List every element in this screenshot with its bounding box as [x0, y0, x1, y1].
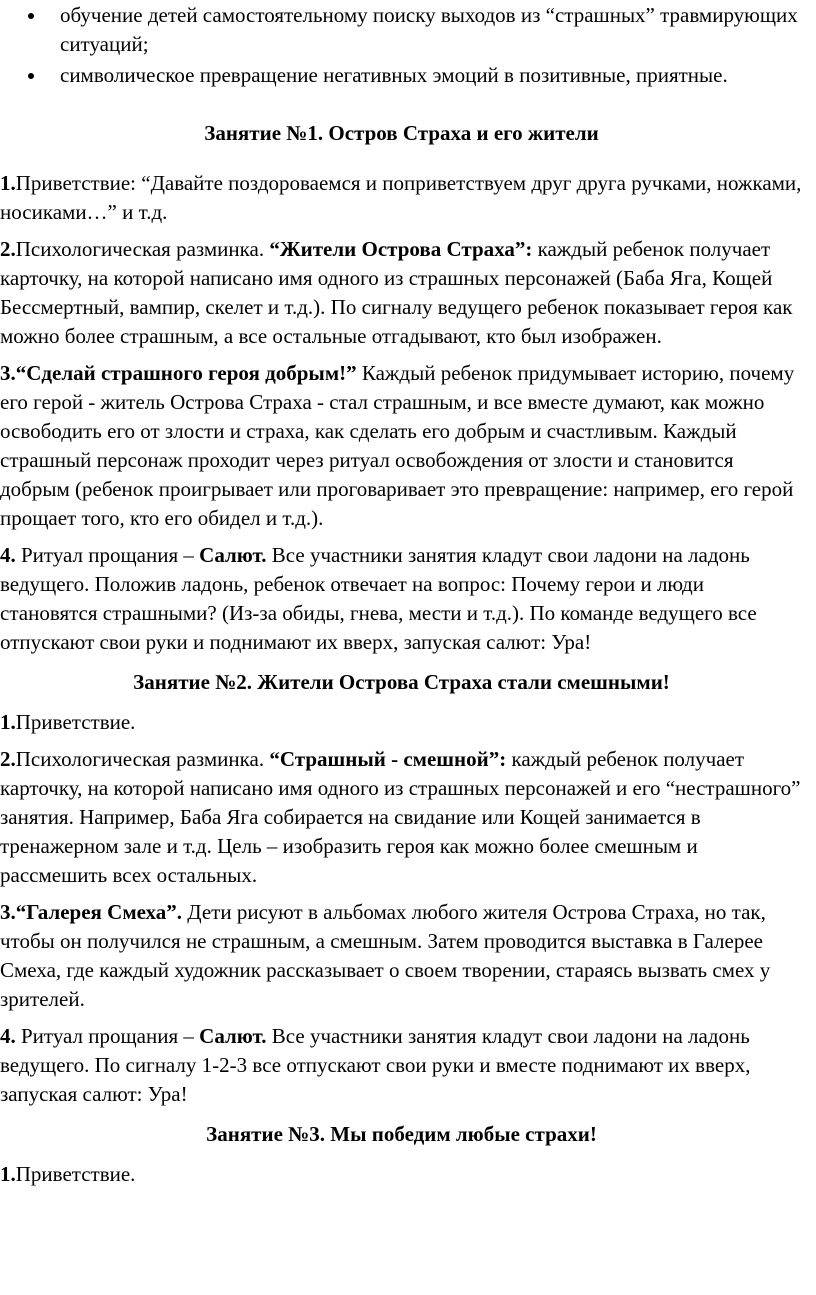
paragraph-text: Приветствие.: [15, 1162, 136, 1186]
paragraph-text: Приветствие.: [15, 710, 136, 734]
paragraph-text: Приветствие: “Давайте поздороваемся и поприветствуем друг друга ручками, ножками, носиками…” и т.д.: [0, 171, 802, 224]
lesson-1-paragraph-1: [0, 169, 803, 227]
exercise-name: “Жители Острова Страха”:: [269, 237, 533, 261]
paragraph-number: 1.: [0, 1162, 16, 1186]
paragraph-lead: Психологическая разминка.: [15, 237, 270, 261]
bullet-icon: [28, 73, 34, 79]
lesson-1-paragraph-4: [0, 541, 803, 657]
paragraph-number: 1.: [0, 710, 16, 734]
lesson-3-paragraph-1: [0, 1160, 803, 1189]
exercise-name: Салют.: [199, 543, 267, 567]
bullet-text: символическое превращение негативных эмоций в позитивные, приятные.: [60, 63, 728, 87]
lesson-2-paragraph-4: [0, 1022, 803, 1109]
paragraph-text: Дети рисуют в альбомах любого жителя Острова Страха, но так, чтобы он получился не страшным, а смешным. Затем проводится выставка в Галерее Смеха, где каждый художник рассказывает о своем творении, стараясь вызвать смех у зрителей.: [0, 900, 771, 1011]
lesson-1-paragraph-2: [0, 235, 803, 351]
exercise-name: Салют.: [199, 1024, 267, 1048]
paragraph-number: 3.: [0, 900, 16, 924]
intro-bullet-list: [0, 0, 803, 90]
lesson-3-title: Занятие №3. Мы победим любые страхи!: [206, 1122, 597, 1146]
bullet-icon: [28, 13, 34, 19]
lesson-1-title: Занятие №1. Остров Страха и его жители: [204, 121, 599, 145]
exercise-name: “Сделай страшного героя добрым!”: [15, 361, 357, 385]
exercise-name: “Галерея Смеха”.: [15, 900, 183, 924]
paragraph-lead: Ритуал прощания –: [15, 543, 200, 567]
lesson-2-paragraph-1: [0, 708, 803, 737]
bullet-item: [0, 61, 803, 90]
lesson-2-paragraph-3: [0, 898, 803, 1014]
paragraph-number: 1.: [0, 171, 16, 195]
exercise-name: “Страшный - смешной”:: [269, 747, 507, 771]
paragraph-text: каждый ребенок получает карточку, на которой написано имя одного из страшных персонажей и его “нестрашного” занятия. Например, Баба Яга собирается на свидание или Кощей занимается в тренажерном зале и т.д. Цель – изобразить героя как можно более смешным и рассмешить всех остальных.: [0, 747, 801, 887]
paragraph-lead: Ритуал прощания –: [15, 1024, 200, 1048]
paragraph-number: 4.: [0, 1024, 16, 1048]
paragraph-text: Все участники занятия кладут свои ладони на ладонь ведущего. По сигналу 1-2-3 все отпускают свои руки и вместе поднимают их вверх, запуская салют: Ура!: [0, 1024, 751, 1106]
paragraph-text: каждый ребенок получает карточку, на которой написано имя одного из страшных персонажей (Баба Яга, Кощей Бессмертный, вампир, скелет и т.д.). По сигналу ведущего ребенок показывает героя как можно более страшным, а все остальные отгадывают, кто был изображен.: [0, 237, 793, 348]
paragraph-number: 2.: [0, 237, 16, 261]
bullet-item: [0, 1, 803, 59]
lesson-2-title: Занятие №2. Жители Острова Страха стали смешными!: [133, 670, 670, 694]
lesson-2-paragraph-2: [0, 745, 803, 890]
paragraph-text: Все участники занятия кладут свои ладони на ладонь ведущего. Положив ладонь, ребенок отвечает на вопрос: Почему герои и люди становятся страшными? (Из-за обиды, гнева, мести и т.д.). По команде ведущего все отпускают свои руки и поднимают их вверх, запуская салют: Ура!: [0, 543, 757, 654]
paragraph-number: 2.: [0, 747, 16, 771]
paragraph-number: 4.: [0, 543, 16, 567]
bullet-text: обучение детей самостоятельному поиску выходов из “страшных” травмирующих ситуаций;: [60, 3, 798, 56]
paragraph-text: Каждый ребенок придумывает историю, почему его герой - житель Острова Страха - стал страшным, и все вместе думают, как можно освободить его от злости и страха, как сделать его добрым и счастливым. Каждый страшный персонаж проходит через ритуал освобождения от злости и становится добрым (ребенок проигрывает или проговаривает это превращение: например, его герой прощает того, кто его обидел и т.д.).: [0, 361, 795, 530]
paragraph-number: 3.: [0, 361, 16, 385]
paragraph-lead: Психологическая разминка.: [15, 747, 270, 771]
lesson-1-paragraph-3: [0, 359, 803, 533]
